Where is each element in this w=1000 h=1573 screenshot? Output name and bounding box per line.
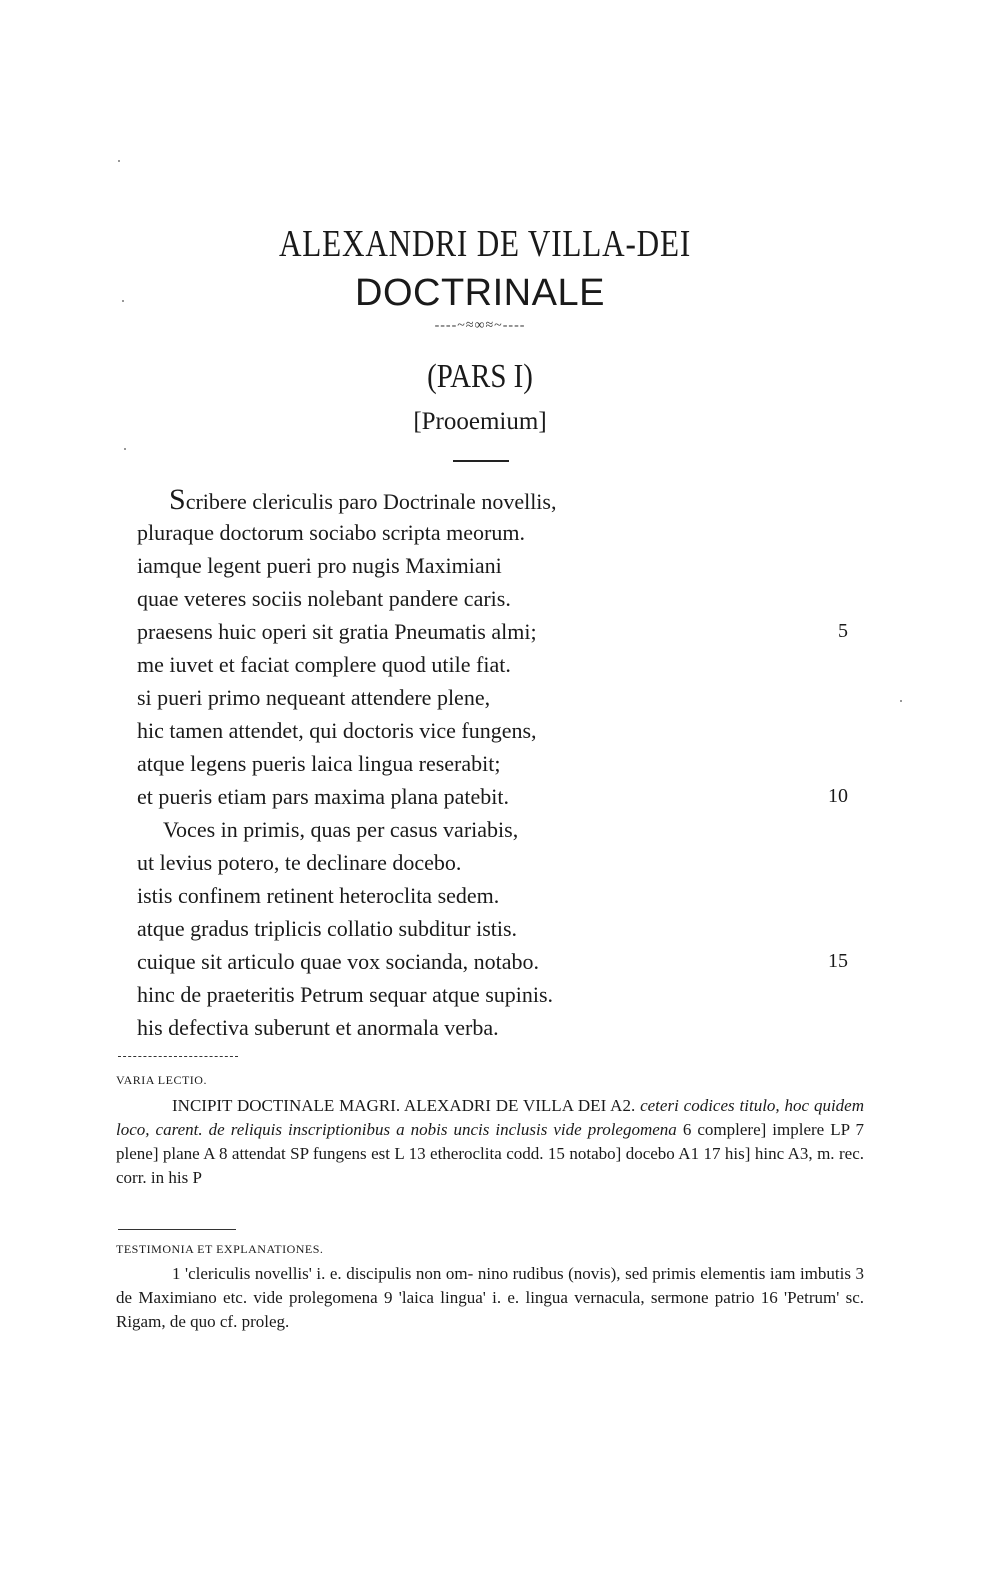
testimonia-text: 1 'clericulis novellis' i. e. discipulis non om- nino rudibus (novis), sed primis elementis iam imbutis 3 de Maximiano etc. vide prolegomena 9 'laica lingua' i. e. lingua vernacula, sermone patrio 16 'Petrum' sc. Rigam, de quo cf. proleg. [116,1264,864,1331]
author-title: ALEXANDRI DE VILLA-DEI [278,223,692,265]
verse-text: istis confinem retinent heteroclita sedem. [137,883,500,908]
verse-line [137,747,857,780]
work-title: DOCTRINALE [355,272,605,314]
verse-text: pluraque doctorum sociabo scripta meorum. [137,520,525,545]
drop-initial: S [169,483,186,516]
verse-text: quae veteres sociis nolebant pandere caris. [137,586,511,611]
part-heading: (PARS I) [427,358,533,395]
verse-text: hinc de praeteritis Petrum sequar atque supinis. [137,982,554,1007]
apparatus-readings: 6 complere] implere LP 7 plene] plane A 8 attendat SP fungens est L 13 etheroclita codd. 15 notabo] docebo A1 17 his] hinc A3, m. rec. corr. in his P [116,1120,864,1187]
scan-speck [118,160,120,162]
title-ornament: ----~≈∞≈~---- [434,318,526,333]
verse-line [137,813,857,846]
scan-speck [900,700,902,702]
verse-line [137,945,857,978]
verse-list [137,483,857,1044]
verse-line [137,615,857,648]
verse-line [137,582,857,615]
apparatus-label: VARIA LECTIO. [116,1073,207,1087]
line-number: 15 [828,950,848,972]
verse-line [137,879,857,912]
scan-speck [124,448,126,450]
verse-text: Voces in primis, quas per casus variabis, [163,817,519,842]
testimonia-rule [118,1229,236,1230]
verse-text: hic tamen attendet, qui doctoris vice fungens, [137,718,537,743]
line-number: 5 [838,620,848,642]
verse-line [137,681,857,714]
verse-text: me iuvet et faciat complere quod utile fiat. [137,652,511,677]
verse-line [137,978,857,1011]
verse-text: ut levius potero, te declinare docebo. [137,850,462,875]
verse-text: iamque legent pueri pro nugis Maximiani [137,553,502,578]
heading-rule [453,460,509,462]
apparatus-block [116,1094,864,1190]
testimonia-label: TESTIMONIA ET EXPLANATIONES. [116,1242,324,1256]
verse-text: his defectiva suberunt et anormala verba. [137,1015,499,1040]
section-heading: [Prooemium] [413,408,547,435]
verse-line [137,516,857,549]
verse-line [137,912,857,945]
verse-line [137,780,857,813]
verse-line [137,1011,857,1044]
verse-line [137,648,857,681]
verse-text: cribere clericulis paro Doctrinale novellis, [185,489,557,514]
apparatus-rule [118,1056,238,1057]
verse-line [137,714,857,747]
verse-text: praesens huic operi sit gratia Pneumatis almi; [137,619,537,644]
apparatus-incipit: INCIPIT DOCTINALE MAGRI. ALEXADRI DE VILLA DEI A2. [172,1096,636,1115]
verse-text: et pueris etiam pars maxima plana patebit. [137,784,510,809]
verse-text: atque gradus triplicis collatio subditur istis. [137,916,518,941]
verse-text: si pueri primo nequeant attendere plene, [137,685,491,710]
verse-text: cuique sit articulo quae vox socianda, notabo. [137,949,539,974]
scan-speck [122,300,124,302]
line-number: 10 [828,785,848,807]
apparatus-note: ceteri codices titulo, hoc quidem loco, carent. de reliquis inscriptionibus a nobis uncis inclusis vide prolegomena [116,1096,865,1139]
verse-line [137,549,857,582]
verse-line [137,846,857,879]
testimonia-block [116,1262,864,1334]
verse-text: atque legens pueris laica lingua reserabit; [137,751,501,776]
verse-line [137,483,857,516]
